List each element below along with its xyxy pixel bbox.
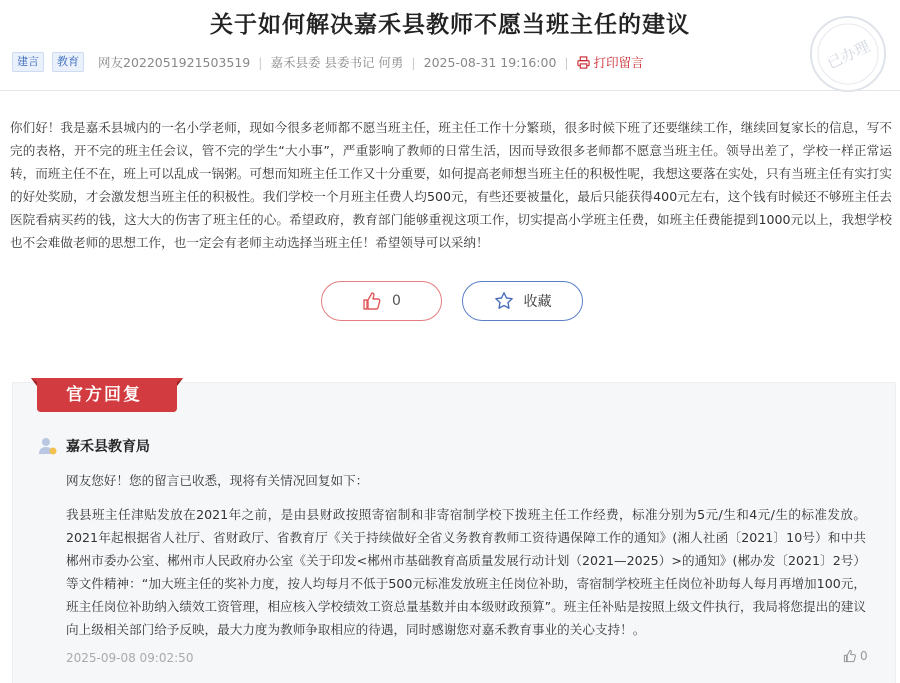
divider: | bbox=[564, 54, 569, 70]
recipient: 嘉禾县委 县委书记 何勇 bbox=[270, 55, 404, 70]
reply-content: 我县班主任津贴发放在2021年之前，是由县财政按照寄宿制和非寄宿制学校下拨班主任工作经费，标准分别为5元/生和4元/生的标准发放。2021年起根据省人社厅、省财政厅、省教育厅《关于持续做好全省义务教育教师工资待遇保障工作的通知》(湘人社函〔2021〕10号）和中共郴州市委办公室、郴州市人民政府办公室《关于印发<郴州市基础教育高质量发展行动计划（2021—2025）>的通知》(郴办发〔2021〕2号）等文件精神：“加大班主任的奖补力度，按人均每月不低于500元标准发放班主任岗位补助，寄宿制学校班主任岗位补助每人每月再增加100元，班主任岗位补助纳入绩效工资管理，相应核入学校绩效工资总量基数并由本级财政预算”。班主任补贴是按照上级文件执行，我局将您提出的建议向上级相关部门给予反映，最大力度为教师争取相应的待遇，同时感谢您对嘉禾教育事业的关心支持！。 bbox=[66, 507, 866, 637]
reply-section-title: 官方回复 bbox=[66, 385, 142, 405]
author: 网友2022051921503519 bbox=[98, 55, 251, 70]
thumbs-up-icon bbox=[843, 649, 857, 663]
reply-datetime: 2025-09-08 09:02:50 bbox=[66, 651, 194, 665]
tag-suggestion[interactable]: 建言 bbox=[12, 52, 44, 72]
post-datetime: 2025-08-31 19:16:00 bbox=[423, 54, 557, 70]
divider: | bbox=[258, 54, 263, 70]
page-title: 关于如何解决嘉禾县教师不愿当班主任的建议 bbox=[210, 11, 690, 38]
divider: | bbox=[411, 54, 416, 70]
reply-like-count: 0 bbox=[860, 649, 868, 663]
header-divider bbox=[0, 90, 900, 91]
status-stamp bbox=[808, 14, 888, 94]
tag-education[interactable]: 教育 bbox=[52, 52, 84, 72]
like-button[interactable] bbox=[321, 281, 442, 321]
print-button[interactable] bbox=[577, 53, 644, 71]
svg-text:已办理: 已办理 bbox=[824, 37, 873, 73]
reply-greeting: 网友您好！您的留言已收悉，现将有关情况回复如下： bbox=[66, 473, 369, 488]
favorite-label: 收藏 bbox=[523, 294, 552, 310]
like-count: 0 bbox=[392, 293, 401, 309]
thumbs-up-icon bbox=[362, 291, 382, 311]
star-icon bbox=[494, 291, 514, 311]
user-icon bbox=[38, 436, 58, 456]
reply-like-button[interactable] bbox=[843, 649, 868, 663]
message-meta bbox=[12, 52, 644, 72]
favorite-button[interactable] bbox=[462, 281, 583, 321]
reply-department bbox=[38, 436, 150, 456]
department-name: 嘉禾县教育局 bbox=[66, 439, 150, 455]
printer-icon bbox=[577, 56, 590, 69]
print-label: 打印留言 bbox=[593, 55, 644, 70]
message-content: 你们好！我是嘉禾县城内的一名小学老师，现如今很多老师都不愿当班主任，班主任工作十分繁琐，很多时候下班了还要继续工作，继续回复家长的信息，写不完的表格，开不完的班主任会议，管不完的学生“大小事”，严重影响了教师的日常生活，因而导致很多老师都不愿意当班主任。领导出差了，学校一样正常运转，而班主任不在，班上可以乱成一锅粥。可想而知班主任工作又十分重要，如何提高老师想当班主任的积极性呢，我想这要落在实处，只有当班主任有实打实的好处奖励，才会激发想当班主任的积极性。我们学校一个月班主任费人均500元，有些还要被量化，最后只能获得400元左右，这个钱有时候还不够班主任去医院看病买药的钱，这大大的伤害了班主任的心。希望政府，教育部门能够重视这项工作，切实提高小学班主任费，如班主任费能提到1000元以上，我想学校也不会难做老师的思想工作，也一定会有老师主动选择当班主任！希望领导可以采纳！ bbox=[10, 120, 892, 250]
